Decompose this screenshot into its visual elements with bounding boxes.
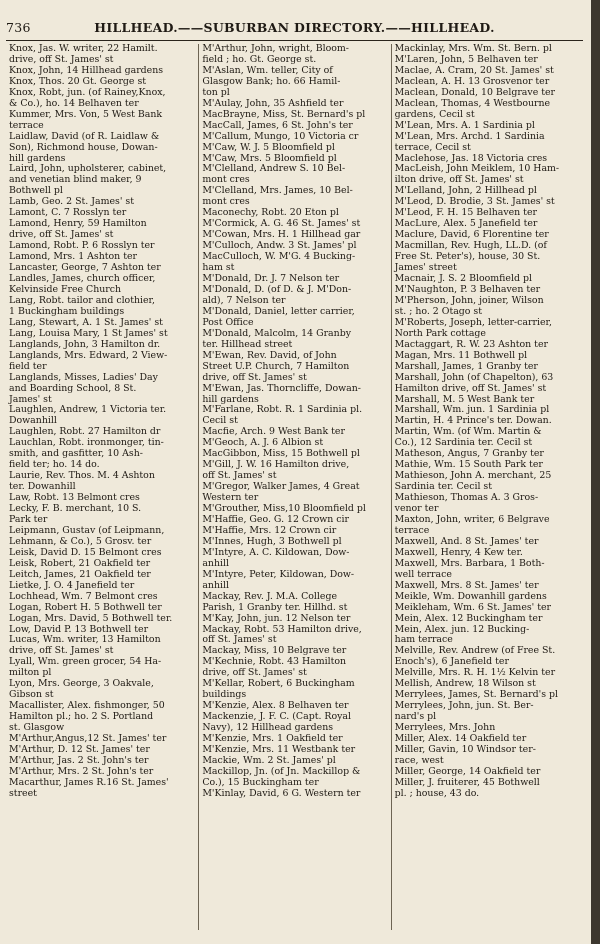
directory-entry-line: Lang, Robt. tailor and clothier, <box>9 294 155 306</box>
directory-entry-line: Knox, Jas. W. writer, 22 Hamilt. <box>9 44 158 54</box>
directory-entry-line: race, west <box>394 754 444 766</box>
directory-entry-line: buildings <box>202 689 247 701</box>
directory-entry-line: Mackie, Wm. 2 St. James' pl <box>202 754 336 766</box>
directory-entry-line: ilton drive, off St. James' st <box>394 174 524 186</box>
directory-entry-line: well terrace <box>394 568 452 580</box>
directory-entry-line: field ter; ho. 14 do. <box>9 459 100 471</box>
directory-entry-line: Maxwell, Mrs. Barbara, 1 Both- <box>394 557 545 569</box>
directory-entry-line: Macnair, J. S. 2 Bloomfield pl <box>394 273 532 285</box>
directory-entry-line: anhill <box>202 557 229 569</box>
directory-entry-line: Maclean, A. H. 13 Grosvenor ter <box>394 75 550 87</box>
directory-entry-line: Co.), 12 Sardinia ter. Cecil st <box>394 437 533 449</box>
directory-entry-line: M'Arthur, Jas. 2 St. John's ter <box>9 754 149 766</box>
directory-columns <box>6 44 583 930</box>
directory-entry-line: M'Naughton, P. 3 Belhaven ter <box>394 283 541 295</box>
directory-entry-line: Lamond, Robt. P. 6 Rosslyn ter <box>9 240 155 252</box>
directory-entry-line: terrace <box>394 524 430 536</box>
directory-entry-line: Knox, Thos. 20 Gt. George st <box>9 75 147 87</box>
directory-entry-line: pl. ; house, 43 do. <box>394 787 480 799</box>
directory-entry-line: hill gardens <box>9 152 66 164</box>
directory-entry-line: Lamond, Mrs. 1 Ashton ter <box>9 251 137 263</box>
directory-entry-line: Lehmann, & Co.), 5 Grosv. ter <box>9 535 152 547</box>
directory-entry-line: M'Donald, D. (of D. & J. M'Don- <box>202 283 352 295</box>
directory-entry-line: Lucas, Wm. writer, 13 Hamilton <box>9 634 161 646</box>
directory-entry-line: Marshall, M. 5 West Bank ter <box>394 393 535 405</box>
directory-entry-line: M'Kinlay, David, 6 G. Western ter <box>202 787 361 799</box>
directory-entry-line: Lecky, F. B. merchant, 10 S. <box>9 503 142 515</box>
directory-entry-line: Free St. Peter's), house, 30 St. <box>394 251 541 263</box>
directory-column-1 <box>6 44 198 930</box>
directory-entry-line: 1 Buckingham buildings <box>9 305 125 317</box>
directory-entry-line: M'Caw, Mrs. 5 Bloomfield pl <box>202 152 337 164</box>
directory-entry-line: Miller, Gavin, 10 Windsor ter- <box>394 744 536 755</box>
directory-entry-line: Langlands, John, 3 Hamilton dr. <box>9 338 161 350</box>
directory-entry-line: Merrylees, James, St. Bernard's pl <box>394 689 559 701</box>
directory-entry-line: Street U.P. Church, 7 Hamilton <box>202 360 350 372</box>
directory-entry-line: Lancaster, George, 7 Ashton ter <box>9 262 161 274</box>
directory-entry-line: anhill <box>202 579 229 591</box>
directory-entry-line: M'Farlane, Robt. R. 1 Sardinia pl. <box>202 404 363 416</box>
directory-entry-line: M'Cormick, A. G. 46 St. James' st <box>202 218 361 230</box>
directory-entry-line: off St. James' st <box>202 634 277 646</box>
directory-entry-line: M'Gill, J. W. 16 Hamilton drive, <box>202 459 350 471</box>
directory-entry-line: and venetian blind maker, 9 <box>9 174 142 186</box>
directory-entry-line: M'Clelland, Mrs. James, 10 Bel- <box>202 185 353 197</box>
directory-entry-line: James' street <box>394 262 457 274</box>
directory-entry-line: MacBrayne, Miss, St. Bernard's pl <box>202 108 366 120</box>
directory-entry-line: Martin, H. 4 Prince's ter. Dowan. <box>394 415 552 427</box>
directory-entry-line: field ter <box>9 360 47 372</box>
directory-entry-line: Mackinlay, Mrs. Wm. St. Bern. pl <box>394 44 552 54</box>
directory-entry-line: st. Glasgow <box>9 722 65 734</box>
directory-entry-line: Langlands, Misses, Ladies' Day <box>9 371 158 383</box>
directory-entry-line: North Park cottage <box>394 327 486 339</box>
directory-entry-line: Lang, Stewart, A. 1 St. James' st <box>9 316 163 328</box>
directory-entry-line: Maxwell, And. 8 St. James' ter <box>394 535 539 547</box>
directory-entry-line: Leipmann, Gustav (of Leipmann, <box>9 524 165 536</box>
directory-entry-line: Co.), 15 Buckingham ter <box>202 776 319 788</box>
directory-entry-line: M'Haffie, Geo. G. 12 Crown cir <box>202 513 350 525</box>
directory-entry-line: Low, David P. 13 Bothwell ter <box>9 623 149 635</box>
directory-entry-line: Martin, Wm. (of Wm. Martin & <box>394 426 542 438</box>
directory-entry-line: Miller, Alex. 14 Oakfield ter <box>394 733 527 745</box>
directory-entry-line: Leisk, Robert, 21 Oakfield ter <box>9 557 151 569</box>
directory-entry-line: Mathie, Wm. 15 South Park ter <box>394 459 543 471</box>
directory-entry-line: milton pl <box>9 667 52 679</box>
directory-entry-line: terrace <box>9 119 44 131</box>
directory-entry-line: Mathieson, John A. merchant, 25 <box>394 470 552 482</box>
directory-entry-line: hill gardens <box>202 393 259 405</box>
directory-entry-line: Mein, Alex. 12 Buckingham ter <box>394 612 543 624</box>
directory-entry-line: M'Aslan, Wm. teller, City of <box>202 64 333 76</box>
directory-entry-line: Marshall, Wm. jun. 1 Sardinia pl <box>394 404 550 416</box>
directory-entry-line: Park ter <box>9 513 48 525</box>
directory-entry-line: M'Donald, Dr. J. 7 Nelson ter <box>202 273 340 285</box>
directory-entry-line: M'Laren, John, 5 Belhaven ter <box>394 53 538 65</box>
directory-entry-line: M'Culloch, Andw. 3 St. James' pl <box>202 240 357 252</box>
directory-column-3 <box>391 44 583 930</box>
directory-entry-line: mont cres <box>202 196 250 208</box>
directory-entry-line: and Boarding School, 8 St. <box>9 382 137 394</box>
directory-entry-line: nard's pl <box>394 711 437 723</box>
directory-entry-line: M'Lelland, John, 2 Hillhead pl <box>394 185 537 197</box>
directory-entry-line: Merrylees, John, jun. St. Ber- <box>394 700 534 712</box>
directory-entry-line: Maxwell, Mrs. 8 St. James' ter <box>394 579 539 591</box>
directory-entry-line: M'Kechnie, Robt. 43 Hamilton <box>202 656 347 668</box>
directory-entry-line: M'Intyre, A. C. Kildowan, Dow- <box>202 546 350 558</box>
directory-entry-line: Navy), 12 Hillhead gardens <box>202 722 334 734</box>
directory-entry-line: Lyall, Wm. green grocer, 54 Ha- <box>9 656 162 668</box>
directory-entry-line: M'Donald, Daniel, letter carrier, <box>202 305 355 317</box>
directory-entry-line: MacLeish, John Meiklem, 10 Ham- <box>394 163 560 175</box>
directory-entry-line: drive, off St. James' st <box>202 667 307 679</box>
directory-entry-line: M'Arthur, Mrs. 2 St. John's ter <box>9 765 154 777</box>
directory-entry-line: M'Kenzie, Alex. 8 Belhaven ter <box>202 700 349 712</box>
directory-entry-line: Maxwell, Henry, 4 Kew ter. <box>394 546 523 558</box>
directory-entry-line: M'Roberts, Joseph, letter-carrier, <box>394 316 552 328</box>
directory-entry-line: street <box>9 787 37 799</box>
directory-entry-line: Miller, George, 14 Oakfield ter <box>394 765 541 777</box>
directory-entry-line: James' st <box>9 393 52 405</box>
directory-entry-line: MacCall, James, 6 St. John's ter <box>202 119 353 131</box>
directory-entry-line: M'Gregor, Walker James, 4 Great <box>202 481 360 493</box>
directory-entry-line: venor ter <box>394 503 439 515</box>
directory-entry-line: Post Office <box>202 316 254 328</box>
directory-entry-line: Melville, Rev. Andrew (of Free St. <box>394 645 556 657</box>
page-header <box>6 20 583 38</box>
directory-entry-line: M'Intyre, Peter, Kildowan, Dow- <box>202 568 355 580</box>
directory-entry-line: Maconechy, Robt. 20 Eton pl <box>202 207 339 219</box>
directory-entry-line: st. ; ho. 2 Otago st <box>394 305 483 317</box>
directory-entry-line: Laughlen, Robt. 27 Hamilton dr <box>9 426 161 438</box>
directory-entry-line: Maclae, A. Cram, 20 St. James' st <box>394 64 554 76</box>
directory-entry-line: drive, off St. James' st <box>9 645 114 657</box>
directory-entry-line: Gibson st <box>9 689 54 701</box>
directory-entry-line: gardens, Cecil st <box>394 108 475 120</box>
directory-entry-line: M'Kenzie, Mrs. 11 Westbank ter <box>202 744 356 755</box>
directory-entry-line: off St. James' st <box>202 470 277 482</box>
directory-entry-line: M'Grouther, Miss,10 Bloomfield pl <box>202 503 366 515</box>
directory-entry-line: M'Pherson, John, joiner, Wilson <box>394 294 544 306</box>
directory-entry-line: Son), Richmond house, Dowan- <box>9 141 158 153</box>
page-title: HILLHEAD.——SUBURBAN DIRECTORY.——HILLHEAD. <box>94 20 495 35</box>
directory-entry-line: M'Caw, W. J. 5 Bloomfield pl <box>202 141 335 153</box>
directory-entry-line: Lauchlan, Robt. ironmonger, tin- <box>9 437 164 449</box>
directory-entry-line: Bothwell pl <box>9 185 63 197</box>
directory-entry-line: drive, off St. James' st <box>202 371 307 383</box>
directory-entry-line: M'Leod, F. H. 15 Belhaven ter <box>394 207 537 219</box>
directory-entry-line: M'Ewan, Jas. Thorncliffe, Dowan- <box>202 382 361 394</box>
directory-entry-line: M'Kay, John, jun. 12 Nelson ter <box>202 612 351 624</box>
directory-entry-line: Macmillan, Rev. Hugh, LL.D. (of <box>394 240 547 252</box>
directory-entry-line: Western ter <box>202 492 259 504</box>
directory-entry-line: ham st <box>202 262 235 274</box>
directory-entry-line: Laidlaw, David (of R. Laidlaw & <box>9 130 160 142</box>
directory-entry-line: Maclean, Donald, 10 Belgrave ter <box>394 86 556 98</box>
directory-entry-line: Laird, John, upholsterer, cabinet, <box>9 163 167 175</box>
directory-entry-line: M'Leod, D. Brodie, 3 St. James' st <box>394 196 555 208</box>
directory-entry-line: Enoch's), 6 Janefield ter <box>394 656 509 668</box>
page-number: 736 <box>6 20 31 35</box>
directory-entry-line: ter. Hillhead street <box>202 338 293 350</box>
directory-entry-line: Knox, Robt, jun. (of Rainey,Knox, <box>9 86 166 98</box>
directory-entry-line: Knox, John, 14 Hillhead gardens <box>9 64 164 76</box>
directory-entry-line: terrace, Cecil st <box>394 141 471 153</box>
directory-entry-line: Mackenzie, J. F. C. (Capt. Royal <box>202 711 352 723</box>
directory-entry-line: mont cres <box>202 174 250 186</box>
directory-entry-line: Mackay, Robt. 53 Hamilton drive, <box>202 623 362 635</box>
directory-entry-line: Kelvinside Free Church <box>9 283 122 295</box>
directory-entry-line: M'Geoch, A. J. 6 Albion st <box>202 437 324 449</box>
directory-entry-line: Miller, J. fruiterer, 45 Bothwell <box>394 776 540 788</box>
directory-entry-line: Mactaggart, R. W. 23 Ashton ter <box>394 338 548 350</box>
directory-entry-line: M'Haffie, Mrs. 12 Crown cir <box>202 524 337 536</box>
directory-entry-line: M'Clelland, Andrew S. 10 Bel- <box>202 163 346 175</box>
directory-entry-line: Melville, Mrs. R. H. 1½ Kelvin ter <box>394 667 556 679</box>
directory-entry-line: M'Lean, Mrs. Archd. 1 Sardinia <box>394 130 545 142</box>
directory-entry-line: Maclean, Thomas, 4 Westbourne <box>394 97 551 109</box>
directory-entry-line: & Co.), ho. 14 Belhaven ter <box>9 97 139 109</box>
directory-entry-line: drive, off St. James' st <box>9 53 114 65</box>
directory-entry-line: Marshall, John (of Chapelton), 63 <box>394 371 554 383</box>
directory-entry-line: Leitch, James, 21 Oakfield ter <box>9 568 151 580</box>
directory-entry-line: ald), 7 Nelson ter <box>202 294 286 306</box>
directory-entry-line: Glasgow Bank; ho. 66 Hamil- <box>202 75 341 87</box>
directory-entry-line: M'Arthur, D. 12 St. James' ter <box>9 744 150 755</box>
directory-entry-line: Laughlen, Andrew, 1 Victoria ter. <box>9 404 167 416</box>
directory-entry-line: Macallister, Alex. fishmonger, 50 <box>9 700 165 712</box>
directory-entry-line: Lamb, Geo. 2 St. James' st <box>9 196 134 208</box>
directory-entry-line: Cecil st <box>202 415 238 427</box>
directory-entry-line: Merrylees, Mrs. John <box>394 722 496 734</box>
directory-entry-line: Landles, James, church officer, <box>9 273 156 285</box>
directory-entry-line: Langlands, Mrs. Edward, 2 View- <box>9 349 168 361</box>
directory-entry-line: MacLure, Alex. 5 Janefield ter <box>394 218 538 230</box>
directory-entry-line: Leisk, David D. 15 Belmont cres <box>9 546 162 558</box>
header-divider <box>6 40 583 41</box>
directory-entry-line: field ; ho. Gt. George st. <box>202 53 317 65</box>
directory-entry-line: M'Arthur,Angus,12 St. James' ter <box>9 733 167 745</box>
directory-entry-line: M'Innes, Hugh, 3 Bothwell pl <box>202 535 342 547</box>
directory-entry-line: Logan, Mrs. David, 5 Bothwell ter. <box>9 612 173 624</box>
directory-entry-line: Magan, Mrs. 11 Bothwell pl <box>394 349 528 361</box>
directory-entry-line: M'Cowan, Mrs. H. 1 Hillhead gar <box>202 229 361 241</box>
directory-entry-line: M'Kellar, Robert, 6 Buckingham <box>202 678 355 690</box>
directory-entry-line: Lietke, J. O. 4 Janefield ter <box>9 579 135 591</box>
directory-entry-line: Matheson, Angus, 7 Granby ter <box>394 448 544 460</box>
directory-entry-line: Mellish, Andrew, 18 Wilson st <box>394 678 536 690</box>
directory-entry-line: ham terrace <box>394 634 453 646</box>
directory-entry-line: Macfie, Arch. 9 West Bank ter <box>202 426 345 438</box>
directory-entry-line: Maclehose, Jas. 18 Victoria cres <box>394 152 548 164</box>
directory-column-2 <box>198 44 390 930</box>
directory-entry-line: MacCulloch, W. M'G. 4 Bucking- <box>202 251 356 263</box>
directory-entry-line: M'Aulay, John, 35 Ashfield ter <box>202 97 344 109</box>
directory-entry-line: M'Lean, Mrs. A. 1 Sardinia pl <box>394 119 535 131</box>
directory-entry-line: Maxton, John, writer, 6 Belgrave <box>394 513 550 525</box>
directory-entry-line: Mackillop, Jn. (of Jn. Mackillop & <box>202 765 361 777</box>
directory-entry-line: Lamont, C. 7 Rosslyn ter <box>9 207 127 219</box>
directory-entry-line: M'Ewan, Rev. David, of John <box>202 349 337 361</box>
directory-entry-line: MacGibbon, Miss, 15 Bothwell pl <box>202 448 360 460</box>
directory-entry-line: Meikleham, Wm. 6 St. James' ter <box>394 601 552 613</box>
directory-entry-line: Lamond, Henry, 59 Hamilton <box>9 218 147 230</box>
directory-entry-line: Maclure, David, 6 Florentine ter <box>394 229 549 241</box>
directory-entry-line: Parish, 1 Granby ter. Hillhd. st <box>202 601 348 613</box>
directory-entry-line: smith, and gasfitter, 10 Ash- <box>9 448 143 460</box>
directory-entry-line: Hamilton drive, off St. James' st <box>394 382 547 394</box>
directory-entry-line: Lang, Louisa Mary, 1 St James' st <box>9 327 168 339</box>
directory-entry-line: Mathieson, Thomas A. 3 Gros- <box>394 492 539 504</box>
directory-entry-line: drive, off St. James' st <box>9 229 114 241</box>
directory-entry-line: Marshall, James, 1 Granby ter <box>394 360 538 372</box>
directory-entry-line: Kummer, Mrs. Von, 5 West Bank <box>9 108 163 120</box>
directory-entry-line: Lyon, Mrs. George, 3 Oakvale, <box>9 678 154 690</box>
directory-entry-line: Logan, Robert H. 5 Bothwell ter <box>9 601 162 613</box>
directory-entry-line: Mein, Alex. jun. 12 Bucking- <box>394 623 530 635</box>
directory-entry-line: M'Donald, Malcolm, 14 Granby <box>202 327 351 339</box>
directory-entry-line: Mackay, Miss, 10 Belgrave ter <box>202 645 347 657</box>
directory-entry-line: Sardinia ter. Cecil st <box>394 481 493 493</box>
directory-entry-line: Hamilton pl.; ho. 2 S. Portland <box>9 711 154 723</box>
directory-entry-line: Dowanhill <box>9 415 57 427</box>
directory-entry-line: Law, Robt. 13 Belmont cres <box>9 492 140 504</box>
directory-entry-line: ter. Dowanhill <box>9 481 76 493</box>
directory-entry-line: M'Callum, Mungo, 10 Victoria cr <box>202 130 359 142</box>
directory-entry-line: ton pl <box>202 86 230 98</box>
directory-entry-line: Laurie, Rev. Thos. M. 4 Ashton <box>9 470 155 482</box>
directory-entry-line: M'Arthur, John, wright, Bloom- <box>202 44 349 54</box>
directory-entry-line: M'Kenzie, Mrs. 1 Oakfield ter <box>202 733 343 745</box>
directory-entry-line: Mackay, Rev. J. M.A. College <box>202 590 338 602</box>
directory-entry-line: Macarthur, James R.16 St. James' <box>9 776 169 788</box>
directory-entry-line: Meikle, Wm. Dowanhill gardens <box>394 590 547 602</box>
directory-entry-line: Lochhead, Wm. 7 Belmont cres <box>9 590 158 602</box>
